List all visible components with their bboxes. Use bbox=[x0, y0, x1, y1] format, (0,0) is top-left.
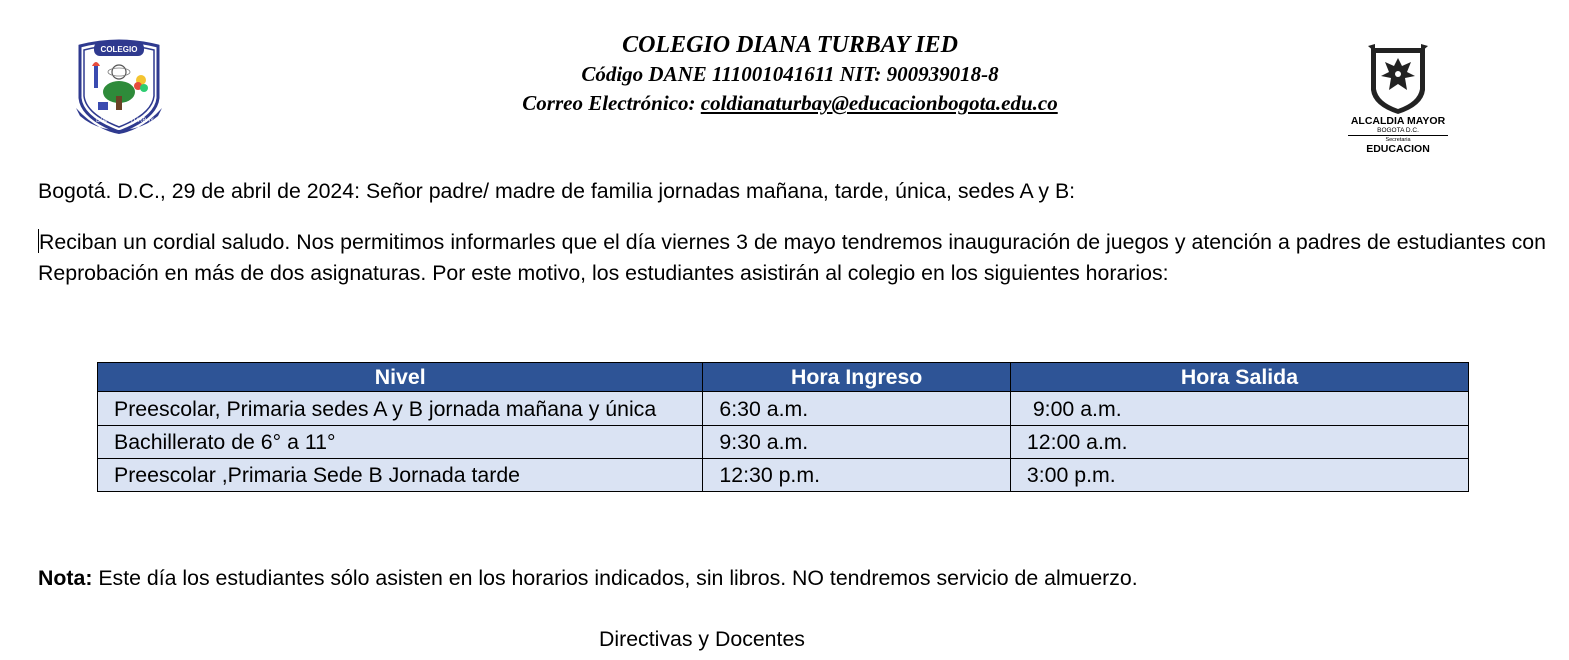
cell-nivel: Preescolar, Primaria sedes A y B jornada mañana y única bbox=[98, 392, 703, 426]
alcaldia-divider bbox=[1348, 135, 1448, 136]
school-crest-icon bbox=[72, 38, 166, 134]
nota-label: Nota: bbox=[38, 566, 93, 590]
alcaldia-title: ALCALDIA MAYOR bbox=[1350, 115, 1446, 127]
header-hora-salida: Hora Salida bbox=[1010, 363, 1468, 392]
cell-hora-salida: 3:00 p.m. bbox=[1010, 459, 1468, 492]
cell-hora-ingreso: 9:30 a.m. bbox=[703, 426, 1011, 459]
signature: Directivas y Docentes bbox=[599, 627, 805, 651]
svg-text:DIANA: DIANA bbox=[96, 118, 115, 124]
school-email-line bbox=[300, 89, 1280, 118]
cell-hora-salida: 12:00 a.m. bbox=[1010, 426, 1468, 459]
header-hora-ingreso: Hora Ingreso bbox=[703, 363, 1011, 392]
cell-nivel: Preescolar ,Primaria Sede B Jornada tarde bbox=[98, 459, 703, 492]
alcaldia-secretaria: Secretaria bbox=[1385, 137, 1411, 143]
letter-body-text: Reciban un cordial saludo. Nos permitimos informarles que el día viernes 3 de mayo tendremos inauguración de juegos y atención a padres de estudiantes con Reprobación en más de dos asignaturas. Por este motivo, los estudiantes asistirán al colegio en los siguientes horarios: bbox=[38, 230, 1546, 285]
email-link[interactable]: coldianaturbay@educacionbogota.edu.co bbox=[700, 91, 1058, 115]
schedule-table bbox=[97, 362, 1469, 492]
alcaldia-education: EDUCACION bbox=[1366, 143, 1430, 155]
alcaldia-logo bbox=[1340, 44, 1456, 155]
table-row bbox=[98, 426, 1469, 459]
header-nivel: Nivel bbox=[98, 363, 703, 392]
cell-hora-salida: 9:00 a.m. bbox=[1010, 392, 1468, 426]
cell-nivel: Bachillerato de 6° a 11° bbox=[98, 426, 703, 459]
table-header-row bbox=[98, 363, 1469, 392]
cell-hora-ingreso: 12:30 p.m. bbox=[703, 459, 1011, 492]
letter-greeting: Bogotá. D.C., 29 de abril de 2024: Señor padre/ madre de familia jornadas mañana, tarde, única, sedes A y B: bbox=[38, 179, 1076, 203]
school-codes: Código DANE 111001041611 NIT: 900939018-8 bbox=[581, 62, 999, 86]
bogota-shield-icon bbox=[1367, 44, 1429, 116]
alcaldia-subtitle: BOGOTA D.C. bbox=[1377, 127, 1419, 134]
school-name: COLEGIO DIANA TURBAY IED bbox=[622, 32, 958, 58]
email-label: Correo Electrónico: bbox=[522, 91, 696, 115]
letter-body[interactable] bbox=[38, 227, 1546, 289]
svg-text:COLEGIO: COLEGIO bbox=[100, 45, 138, 54]
table-row bbox=[98, 392, 1469, 426]
cell-hora-ingreso: 6:30 a.m. bbox=[703, 392, 1011, 426]
nota-paragraph bbox=[38, 563, 1138, 594]
table-row bbox=[98, 459, 1469, 492]
letterhead bbox=[300, 30, 1280, 118]
nota-text: Este día los estudiantes sólo asisten en los horarios indicados, sin libros. NO tendremos servicio de almuerzo. bbox=[92, 566, 1138, 590]
svg-text:TURBAY: TURBAY bbox=[130, 118, 154, 124]
